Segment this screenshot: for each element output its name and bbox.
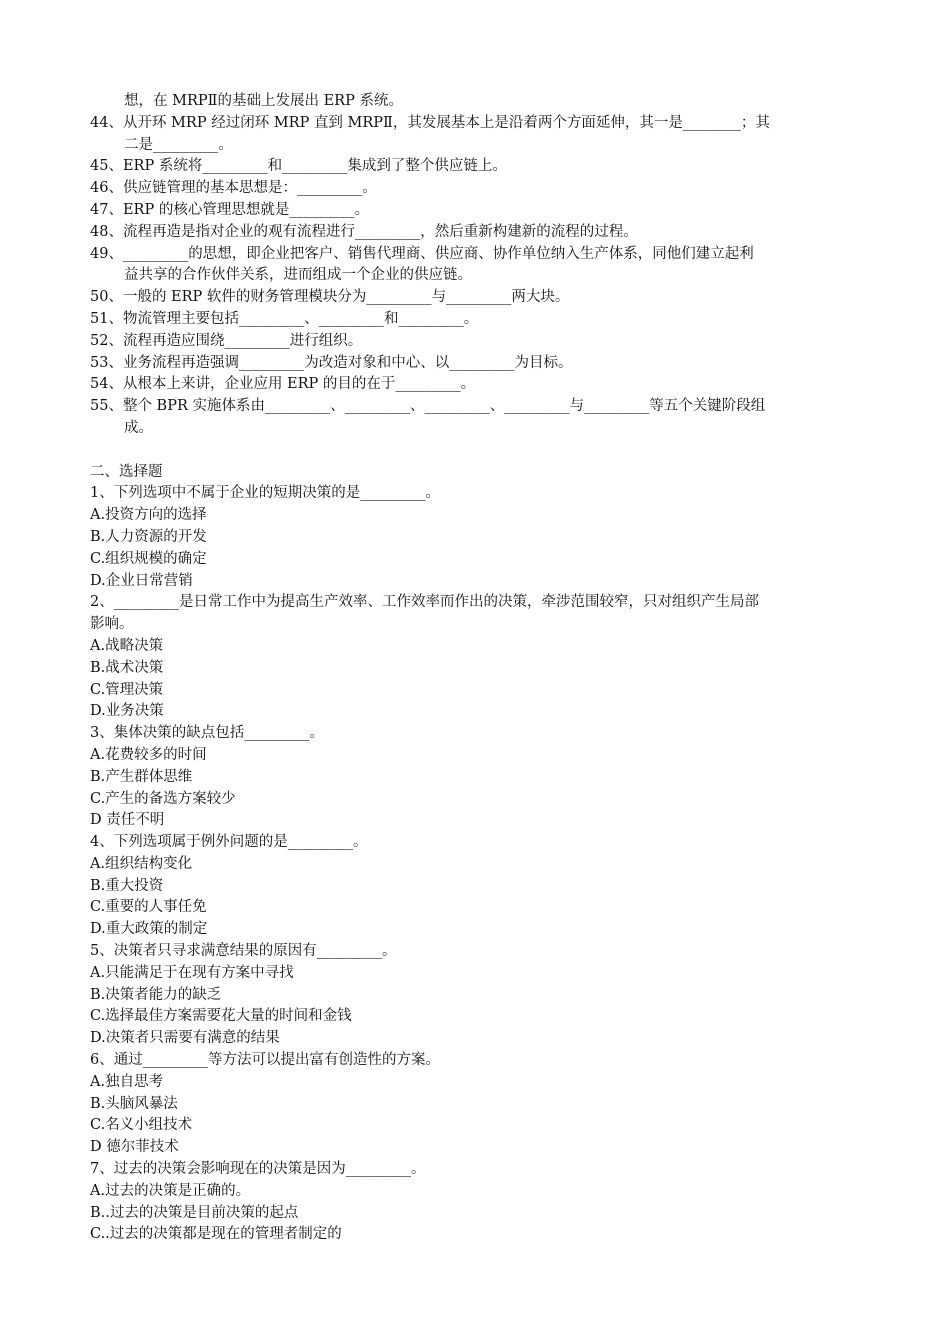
choice-5-option-c: C.选择最佳方案需要花大量的时间和金钱: [90, 1008, 352, 1025]
choice-5-option-b: B.决策者能力的缺乏: [90, 986, 222, 1003]
choice-5-option-a: A.只能满足于在现有方案中寻找: [90, 964, 294, 981]
choice-6-stem: 6、通过_________等方法可以提出富有创造性的方案。: [90, 1052, 440, 1069]
choice-4-stem: 4、下列选项属于例外问题的是_________。: [90, 834, 368, 851]
choice-1-option-c: C.组织规模的确定: [90, 550, 207, 567]
choice-1-stem: 1、下列选项中不属于企业的短期决策的是_________。: [90, 485, 440, 502]
choice-4-option-d: D.重大政策的制定: [90, 921, 208, 938]
question-54: 54、从根本上来讲，企业应用 ERP 的目的在于_________。: [90, 376, 476, 393]
page-content: [90, 91, 860, 1246]
choice-6-option-d: D 德尔菲技术: [90, 1139, 179, 1156]
question-52: 52、流程再造应围绕_________进行组织。: [90, 332, 363, 349]
choice-6-option-c: C.名义小组技术: [90, 1117, 193, 1134]
choice-7-option-c: C..过去的决策都是现在的管理者制定的: [90, 1226, 342, 1243]
choice-1-option-a: A.投资方向的选择: [90, 507, 207, 524]
question-47: 47、ERP 的核心管理思想就是_________。: [90, 201, 370, 218]
choice-3-option-c: C.产生的备选方案较少: [90, 790, 236, 807]
choice-2-option-d: D.业务决策: [90, 703, 164, 720]
choice-6-option-a: A.独自思考: [90, 1073, 164, 1090]
choice-2-option-a: A.战略决策: [90, 637, 164, 654]
question-44: 44、从开环 MRP 经过闭环 MRP 直到 MRPⅡ，其发展基本上是沿着两个方面延伸，其一是________；其: [90, 114, 770, 131]
choice-2-option-c: C.管理决策: [90, 681, 164, 698]
question-49: 49、_________的思想，即企业把客户、销售代理商、供应商、协作单位纳入生产体系，同他们建立起利: [90, 245, 754, 262]
section-gap: [90, 440, 860, 462]
question-46: 46、供应链管理的基本思想是：_________。: [90, 180, 377, 197]
choice-5-stem: 5、决策者只寻求满意结果的原因有_________。: [90, 943, 397, 960]
choice-3-option-b: B.产生群体思维: [90, 768, 193, 785]
section-heading: 二、选择题: [90, 463, 163, 480]
question-55: 55、整个 BPR 实施体系由_________、_________、_________、_________与_________等五个关键阶段组: [90, 398, 766, 415]
choice-3-option-d: D 责任不明: [90, 812, 165, 829]
choice-1-option-d: D.企业日常营销: [90, 572, 193, 589]
question-51: 51、物流管理主要包括_________、_________和_________。: [90, 310, 479, 327]
choice-7-stem: 7、过去的决策会影响现在的决策是因为_________。: [90, 1161, 426, 1178]
question-53: 53、业务流程再造强调_________为改造对象和中心、以_________为目标。: [90, 354, 573, 371]
choice-3-stem: 3、集体决策的缺点包括_________。: [90, 725, 324, 742]
question-49-continuation: 益共享的合作伙伴关系，进而组成一个企业的供应链。: [124, 267, 472, 284]
question-45: 45、ERP 系统将_________和_________集成到了整个供应链上。: [90, 158, 507, 175]
choice-4-option-c: C.重要的人事任免: [90, 899, 207, 916]
choice-4-option-b: B.重大投资: [90, 877, 164, 894]
question-43-continuation: 想，在 MRPⅡ的基础上发展出 ERP 系统。: [124, 93, 403, 109]
choice-6-option-b: B.头脑风暴法: [90, 1095, 178, 1112]
question-50: 50、一般的 ERP 软件的财务管理模块分为_________与_________两大块。: [90, 289, 570, 306]
choice-7-option-a: A.过去的决策是正确的。: [90, 1182, 251, 1199]
choice-2-stem-continuation: 影响。: [90, 616, 134, 633]
choice-2-option-b: B.战术决策: [90, 659, 164, 676]
choice-4-option-a: A.组织结构变化: [90, 855, 193, 872]
question-44-continuation: 二是_________。: [124, 136, 233, 153]
choice-1-option-b: B.人力资源的开发: [90, 528, 207, 545]
question-48: 48、流程再造是指对企业的观有流程进行_________，然后重新构建新的流程的过程。: [90, 223, 638, 240]
choice-3-option-a: A.花费较多的时间: [90, 746, 207, 763]
choice-2-stem: 2、_________是日常工作中为提高生产效率、工作效率而作出的决策，牵涉范围较窄，只对组织产生局部: [90, 594, 759, 611]
choice-5-option-d: D.决策者只需要有满意的结果: [90, 1030, 280, 1047]
choice-7-option-b: B..过去的决策是目前决策的起点: [90, 1204, 299, 1221]
question-55-continuation: 成。: [124, 419, 153, 436]
